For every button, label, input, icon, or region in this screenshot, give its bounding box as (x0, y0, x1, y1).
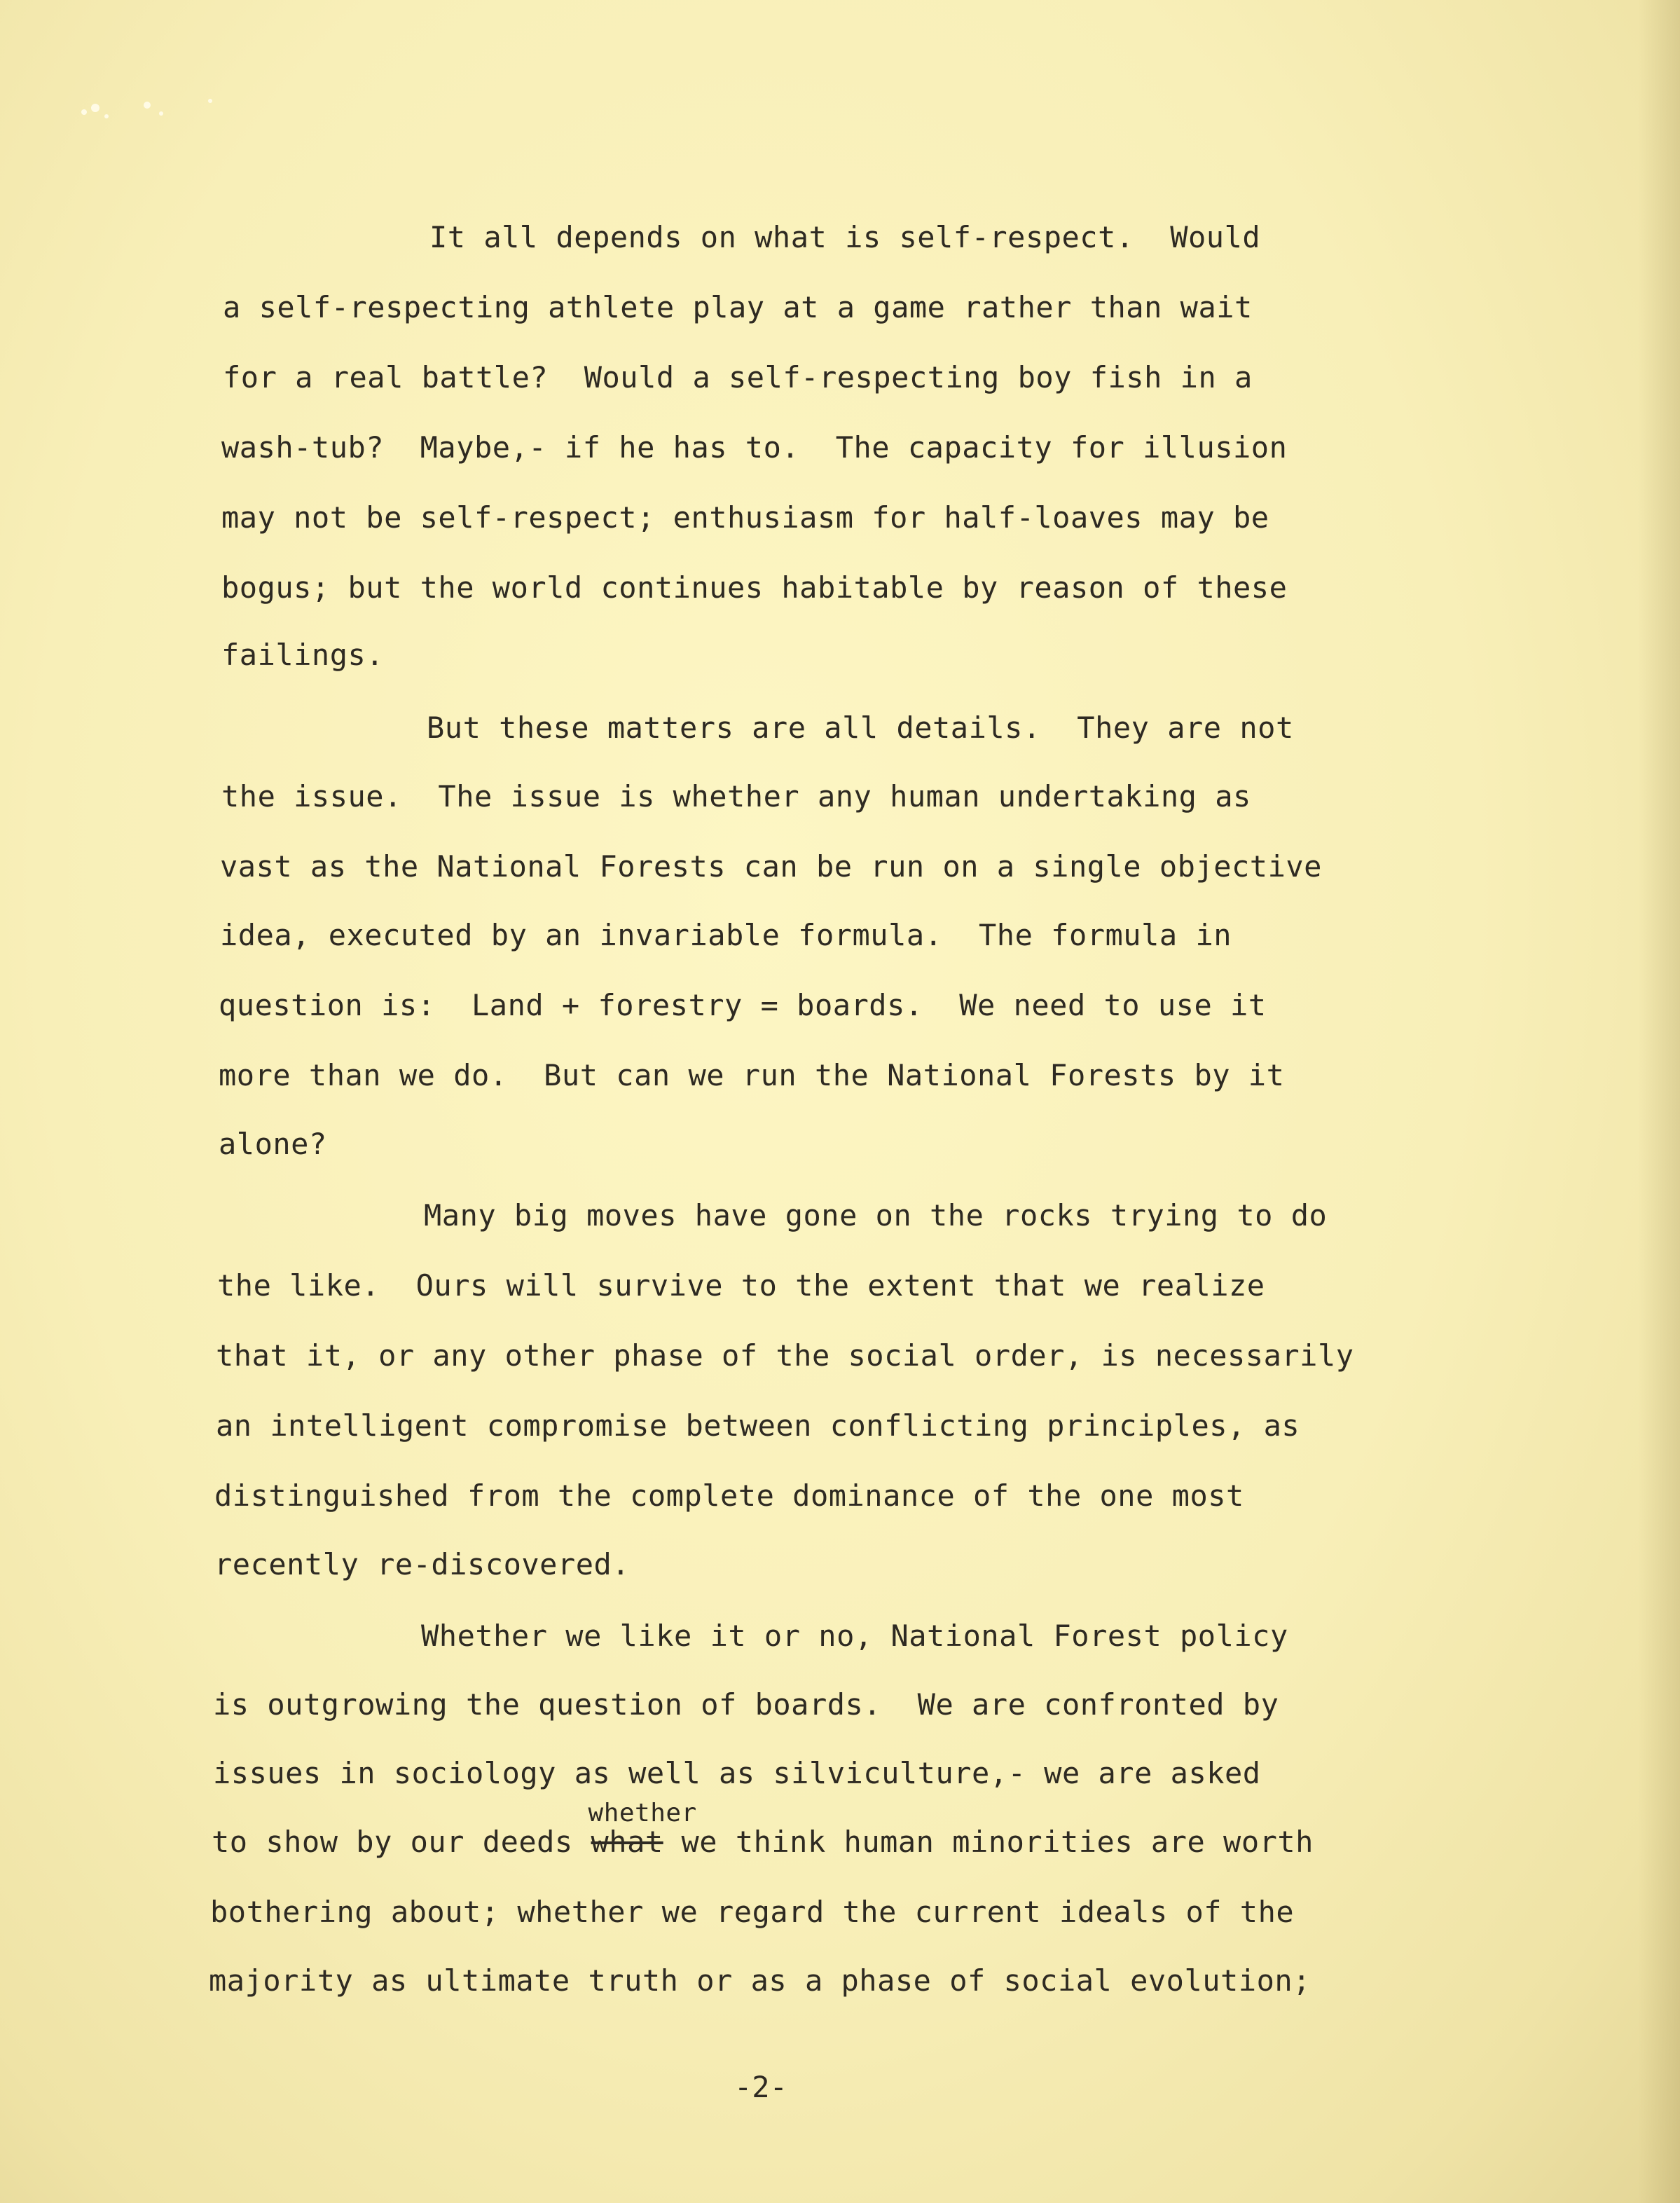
text-line: Many big moves have gone on the rocks trying to do (424, 1198, 1328, 1233)
text-segment: we think human minorities are worth (663, 1825, 1314, 1859)
text-line: Whether we like it or no, National Forest policy (421, 1619, 1288, 1653)
text-line: may not be self-respect; enthusiasm for half-loaves may be (221, 500, 1269, 535)
struck-word: what (591, 1825, 663, 1859)
text-line: bogus; but the world continues habitable by reason of these (221, 570, 1288, 605)
text-line: wash-tub? Maybe,- if he has to. The capacity for illusion (221, 430, 1288, 465)
text-line: bothering about; whether we regard the current ideals of the (210, 1895, 1295, 1929)
text-line: issues in sociology as well as silviculture,- we are asked (213, 1756, 1261, 1790)
text-line: It all depends on what is self-respect. Would (429, 220, 1261, 254)
text-line: that it, or any other phase of the social order, is necessarily (216, 1338, 1354, 1373)
text-line: more than we do. But can we run the National Forests by it (219, 1058, 1285, 1092)
corrected-text-line (212, 1799, 1314, 1859)
inserted-word: whether (588, 1799, 697, 1827)
text-line: But these matters are all details. They are not (427, 711, 1294, 745)
text-line: alone? (219, 1127, 327, 1161)
text-line: is outgrowing the question of boards. We are confronted by (213, 1687, 1279, 1722)
text-line: idea, executed by an invariable formula. The formula in (220, 918, 1232, 952)
page-number: -2- (734, 2070, 787, 2104)
text-line: a self-respecting athlete play at a game rather than wait (223, 290, 1253, 324)
text-line: distinguished from the complete dominance of the one most (214, 1478, 1244, 1513)
text-segment: to show by our deeds (212, 1825, 591, 1859)
text-line: an intelligent compromise between conflicting principles, as (216, 1408, 1300, 1443)
correction-group (588, 1799, 697, 1859)
text-line: the like. Ours will survive to the extent that we realize (217, 1268, 1265, 1303)
text-line: question is: Land + forestry = boards. We need to use it (219, 988, 1267, 1022)
text-line: recently re-discovered. (214, 1547, 631, 1581)
text-line: failings. (221, 638, 385, 672)
text-line: the issue. The issue is whether any human undertaking as (221, 779, 1251, 814)
text-line: majority as ultimate truth or as a phase of social evolution; (209, 1963, 1311, 1998)
text-line: vast as the National Forests can be run on a single objective (220, 849, 1322, 884)
text-line: for a real battle? Would a self-respecting boy fish in a (223, 360, 1253, 394)
